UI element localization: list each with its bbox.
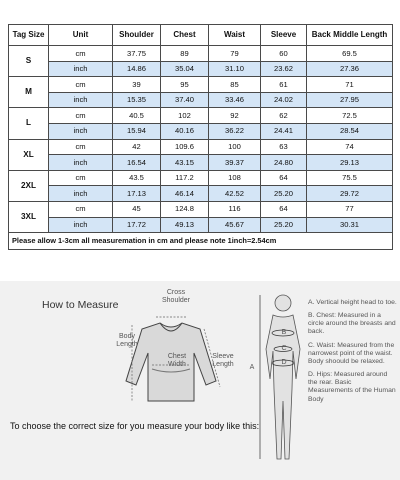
- measurement-cell: 24.02: [261, 92, 307, 108]
- measurement-cell: 60: [261, 46, 307, 62]
- measurement-cell: 109.6: [161, 139, 209, 155]
- measurement-cell: 75.5: [307, 170, 393, 186]
- measurement-cell: 25.20: [261, 186, 307, 202]
- header-tag-size: Tag Size: [9, 25, 49, 46]
- header-waist: Waist: [209, 25, 261, 46]
- header-back-middle-length: Back Middle Length: [307, 25, 393, 46]
- how-to-measure-panel: [0, 281, 400, 480]
- table-row: [9, 201, 393, 217]
- unit-cell: inch: [49, 217, 113, 233]
- body-length-label: Body Length: [116, 333, 138, 349]
- measurement-cell: 17.72: [113, 217, 161, 233]
- legend-item-height: A. Vertical height head to toe.: [308, 299, 397, 306]
- measurement-cell: 27.95: [307, 92, 393, 108]
- measurement-cell: 124.8: [161, 201, 209, 217]
- measurement-cell: 27.36: [307, 61, 393, 77]
- measurement-cell: 23.62: [261, 61, 307, 77]
- measurement-cell: 15.35: [113, 92, 161, 108]
- measurement-cell: 117.2: [161, 170, 209, 186]
- measurement-cell: 36.22: [209, 123, 261, 139]
- measurement-cell: 29.13: [307, 155, 393, 171]
- table-row: [9, 155, 393, 171]
- table-row: [9, 77, 393, 93]
- unit-cell: inch: [49, 123, 113, 139]
- table-row: [9, 217, 393, 233]
- measurement-cell: 17.13: [113, 186, 161, 202]
- unit-cell: cm: [49, 108, 113, 124]
- legend-item-waist: C. Waist: Measured from the narrowest point of the waist. Body shoould be relaxed.: [308, 341, 395, 365]
- measurement-cell: 79: [209, 46, 261, 62]
- measurement-cell: 15.94: [113, 123, 161, 139]
- unit-cell: cm: [49, 139, 113, 155]
- size-chart-table: [8, 24, 393, 250]
- measurement-note: Please allow 1-3cm all measuremation in cm and please note 1inch=2.54cm: [9, 233, 393, 250]
- measurement-cell: 89: [161, 46, 209, 62]
- measurement-cell: 42: [113, 139, 161, 155]
- header-chest: Chest: [161, 25, 209, 46]
- size-tag-cell: L: [9, 108, 49, 139]
- body-letter-a: A: [249, 364, 255, 371]
- measurement-cell: 39: [113, 77, 161, 93]
- measurement-cell: 29.72: [307, 186, 393, 202]
- how-to-measure-title: How to Measure: [42, 299, 119, 311]
- table-row: [9, 92, 393, 108]
- chest-width-label: Chest Width: [167, 353, 187, 369]
- measurement-cell: 108: [209, 170, 261, 186]
- size-tag-cell: XL: [9, 139, 49, 170]
- measurement-cell: 71: [307, 77, 393, 93]
- measurement-cell: 64: [261, 170, 307, 186]
- sleeve-length-label: Sleeve Length: [212, 353, 234, 369]
- table-row: [9, 170, 393, 186]
- measurement-cell: 77: [307, 201, 393, 217]
- legend-item-hips: D. Hips: Measured around the rear. Basic Measurements of the Human Body: [308, 371, 396, 403]
- table-row: [9, 139, 393, 155]
- measurement-cell: 85: [209, 77, 261, 93]
- measurement-cell: 24.80: [261, 155, 307, 171]
- measurement-cell: 63: [261, 139, 307, 155]
- size-tag-cell: S: [9, 46, 49, 77]
- measurement-cell: 37.75: [113, 46, 161, 62]
- measurement-cell: 45: [113, 201, 161, 217]
- unit-cell: cm: [49, 201, 113, 217]
- measurement-cell: 33.46: [209, 92, 261, 108]
- size-tag-cell: 2XL: [9, 170, 49, 201]
- measurement-legend: [308, 299, 398, 409]
- measurement-cell: 28.54: [307, 123, 393, 139]
- note-row: [9, 233, 393, 250]
- measurement-cell: 64: [261, 201, 307, 217]
- measurement-cell: 49.13: [161, 217, 209, 233]
- body-letter-d: D: [281, 359, 287, 366]
- header-shoulder: Shoulder: [113, 25, 161, 46]
- measurement-cell: 62: [261, 108, 307, 124]
- unit-cell: inch: [49, 61, 113, 77]
- table-header-row: [9, 25, 393, 46]
- table-row: [9, 61, 393, 77]
- measurement-cell: 45.67: [209, 217, 261, 233]
- table-row: [9, 108, 393, 124]
- header-unit: Unit: [49, 25, 113, 46]
- measure-instruction-text: To choose the correct size for you measure your body like this:: [10, 421, 260, 431]
- measurement-cell: 24.41: [261, 123, 307, 139]
- measurement-cell: 42.52: [209, 186, 261, 202]
- measurement-cell: 43.5: [113, 170, 161, 186]
- cross-shoulder-label: Cross Shoulder: [161, 289, 191, 305]
- measurement-cell: 72.5: [307, 108, 393, 124]
- measurement-cell: 100: [209, 139, 261, 155]
- body-letter-c: C: [281, 345, 287, 352]
- measurement-cell: 102: [161, 108, 209, 124]
- measurement-cell: 40.16: [161, 123, 209, 139]
- unit-cell: cm: [49, 77, 113, 93]
- human-body-figure-icon: [258, 289, 308, 473]
- measurement-cell: 46.14: [161, 186, 209, 202]
- size-tag-cell: 3XL: [9, 201, 49, 232]
- measurement-cell: 40.5: [113, 108, 161, 124]
- body-letter-b: B: [281, 329, 287, 336]
- table-row: [9, 186, 393, 202]
- unit-cell: cm: [49, 170, 113, 186]
- measurement-cell: 74: [307, 139, 393, 155]
- size-tag-cell: M: [9, 77, 49, 108]
- measurement-cell: 116: [209, 201, 261, 217]
- measurement-cell: 31.10: [209, 61, 261, 77]
- unit-cell: inch: [49, 155, 113, 171]
- unit-cell: inch: [49, 92, 113, 108]
- unit-cell: inch: [49, 186, 113, 202]
- measurement-cell: 39.37: [209, 155, 261, 171]
- measurement-cell: 92: [209, 108, 261, 124]
- measurement-cell: 35.04: [161, 61, 209, 77]
- measurement-cell: 43.15: [161, 155, 209, 171]
- measurement-cell: 69.5: [307, 46, 393, 62]
- table-row: [9, 46, 393, 62]
- measurement-cell: 61: [261, 77, 307, 93]
- measurement-cell: 16.54: [113, 155, 161, 171]
- measurement-cell: 25.20: [261, 217, 307, 233]
- table-row: [9, 123, 393, 139]
- measurement-cell: 14.86: [113, 61, 161, 77]
- measurement-cell: 95: [161, 77, 209, 93]
- unit-cell: cm: [49, 46, 113, 62]
- header-sleeve: Sleeve: [261, 25, 307, 46]
- measurement-cell: 30.31: [307, 217, 393, 233]
- measurement-cell: 37.40: [161, 92, 209, 108]
- legend-item-chest: B. Chest: Measured in a circle around the breasts and back.: [308, 312, 396, 336]
